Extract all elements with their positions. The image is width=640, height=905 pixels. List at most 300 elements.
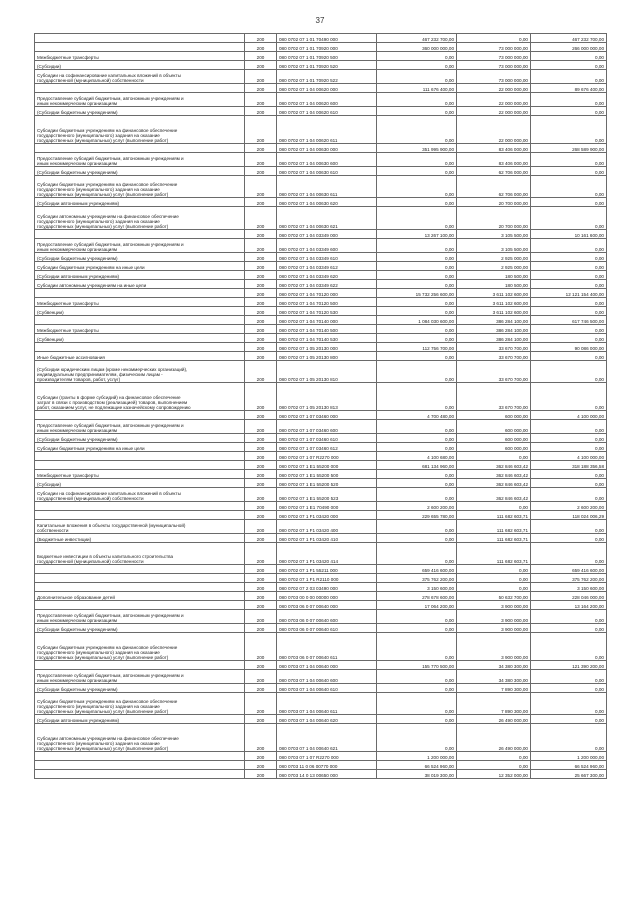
row-line-code: 200 (245, 198, 277, 207)
row-executed-amount: 111 682 603,71 (457, 520, 531, 534)
row-line-code: 200 (245, 488, 277, 502)
row-line-code: 200 (245, 153, 277, 167)
row-approved-amount: 0,00 (377, 207, 457, 230)
row-classification-code: 080 0702 07 1 04 03349 610 (277, 253, 377, 262)
row-description: Межбюджетные трансферты (35, 325, 245, 334)
row-executed-amount: 111 682 603,71 (457, 534, 531, 543)
row-description: Предоставление субсидий бюджетным, автономным учреждениям и иным некоммерческим организациям (35, 420, 245, 434)
row-executed-amount: 600 000,00 (457, 420, 531, 434)
row-classification-code: 080 0702 07 1 04 70140 530 (277, 334, 377, 343)
row-executed-amount: 73 000 000,00 (457, 70, 531, 84)
row-classification-code: 080 0703 11 0 06 00770 000 (277, 761, 377, 770)
row-description: Субсидии бюджетным учреждениям на иные цели (35, 443, 245, 452)
row-line-code: 200 (245, 452, 277, 461)
row-executed-amount: 180 500,00 (457, 271, 531, 280)
row-classification-code: 080 0703 00 0 00 00000 000 (277, 592, 377, 601)
row-unexecuted-amount: 66 524 960,00 (531, 761, 607, 770)
row-description (35, 511, 245, 520)
row-approved-amount: 155 770 500,00 (377, 661, 457, 670)
row-approved-amount: 0,00 (377, 633, 457, 661)
row-unexecuted-amount: 0,00 (531, 534, 607, 543)
row-description (35, 411, 245, 420)
row-description: (Субсидии автономным учреждениям) (35, 715, 245, 724)
row-line-code: 200 (245, 307, 277, 316)
row-classification-code: 080 0702 07 1 05 20130 813 (277, 383, 377, 411)
row-approved-amount: 278 678 600,00 (377, 592, 457, 601)
table-row (35, 488, 607, 502)
row-description: (Субсидии) (35, 479, 245, 488)
row-executed-amount: 386 284 100,00 (457, 325, 531, 334)
row-classification-code: 080 0702 07 1 04 03349 600 (277, 239, 377, 253)
row-executed-amount: 600 000,00 (457, 411, 531, 420)
budget-table-body (35, 34, 607, 779)
row-description: (Субсидии автономным учреждениям) (35, 198, 245, 207)
row-description: Иные бюджетные ассигнования (35, 352, 245, 361)
row-description (35, 752, 245, 761)
table-row (35, 316, 607, 325)
row-approved-amount: 4 700 480,00 (377, 411, 457, 420)
row-description: Предоставление субсидий бюджетным, автономным учреждениям и иным некоммерческим организациям (35, 153, 245, 167)
row-line-code: 200 (245, 262, 277, 271)
row-executed-amount: 3 105 500,00 (457, 230, 531, 239)
row-classification-code: 080 0702 07 1 F1 03420 400 (277, 520, 377, 534)
table-row (35, 325, 607, 334)
table-row (35, 34, 607, 43)
row-line-code: 200 (245, 511, 277, 520)
row-approved-amount: 3 150 600,00 (377, 583, 457, 592)
table-row (35, 752, 607, 761)
row-unexecuted-amount: 0,00 (531, 253, 607, 262)
row-classification-code: 080 0702 07 1 F1 55211 000 (277, 565, 377, 574)
row-executed-amount: 362 846 603,42 (457, 470, 531, 479)
row-executed-amount: 20 700 000,00 (457, 207, 531, 230)
row-line-code: 200 (245, 298, 277, 307)
budget-table (34, 33, 607, 779)
row-unexecuted-amount: 4 100 000,00 (531, 452, 607, 461)
table-row (35, 84, 607, 93)
row-executed-amount: 22 000 000,00 (457, 84, 531, 93)
row-unexecuted-amount: 268 589 900,00 (531, 144, 607, 153)
row-description: Дополнительное образование детей (35, 592, 245, 601)
row-line-code: 200 (245, 84, 277, 93)
row-classification-code: 080 0702 07 1 E1 55200 500 (277, 470, 377, 479)
row-unexecuted-amount: 0,00 (531, 325, 607, 334)
table-row (35, 207, 607, 230)
row-description (35, 661, 245, 670)
row-approved-amount: 0,00 (377, 624, 457, 633)
row-classification-code: 080 0702 07 1 07 03460 000 (277, 411, 377, 420)
row-unexecuted-amount: 0,00 (531, 520, 607, 534)
row-approved-amount: 0,00 (377, 307, 457, 316)
row-description: Субсидии бюджетным учреждениям на финансовое обеспечение государственного (муниципального) задания на оказание государственных (муниципальных) услуг (выполнение работ) (35, 693, 245, 715)
row-classification-code: 080 0702 07 1 04 70120 530 (277, 307, 377, 316)
row-executed-amount: 26 490 000,00 (457, 715, 531, 724)
table-row (35, 693, 607, 715)
row-executed-amount: 33 670 700,00 (457, 361, 531, 383)
row-unexecuted-amount: 0,00 (531, 116, 607, 144)
row-description (35, 601, 245, 610)
table-row (35, 176, 607, 198)
row-executed-amount: 2 925 000,00 (457, 262, 531, 271)
row-description (35, 574, 245, 583)
row-description (35, 34, 245, 43)
row-approved-amount: 360 000 000,00 (377, 43, 457, 52)
row-classification-code: 080 0702 07 1 07 03460 610 (277, 434, 377, 443)
row-classification-code: 080 0702 07 1 04 00620 600 (277, 93, 377, 107)
row-description: Предоставление субсидий бюджетным, автономным учреждениям и иным некоммерческим организациям (35, 670, 245, 684)
row-executed-amount: 3 900 000,00 (457, 624, 531, 633)
row-description: Субсидии на софинансирование капитальных вложений в объекты государственной (муниципальной) собственности (35, 70, 245, 84)
row-line-code: 200 (245, 93, 277, 107)
table-row (35, 352, 607, 361)
table-row (35, 411, 607, 420)
row-line-code: 200 (245, 34, 277, 43)
row-classification-code: 080 0702 07 1 04 03349 620 (277, 271, 377, 280)
row-line-code: 200 (245, 601, 277, 610)
row-line-code: 200 (245, 420, 277, 434)
row-classification-code: 080 0702 07 1 07 03460 612 (277, 443, 377, 452)
row-unexecuted-amount: 89 676 400,00 (531, 84, 607, 93)
row-approved-amount: 38 019 300,00 (377, 770, 457, 779)
row-line-code: 200 (245, 207, 277, 230)
row-approved-amount: 659 416 600,00 (377, 565, 457, 574)
row-description: Капитальные вложения в объекты государственной (муниципальной) собственности (35, 520, 245, 534)
row-description (35, 343, 245, 352)
row-approved-amount: 2 600 200,00 (377, 502, 457, 511)
row-unexecuted-amount: 0,00 (531, 633, 607, 661)
table-row (35, 343, 607, 352)
table-row (35, 253, 607, 262)
row-approved-amount: 0,00 (377, 153, 457, 167)
row-unexecuted-amount: 0,00 (531, 307, 607, 316)
row-unexecuted-amount: 266 000 000,00 (531, 43, 607, 52)
row-unexecuted-amount: 318 188 356,58 (531, 461, 607, 470)
row-executed-amount: 180 500,00 (457, 280, 531, 289)
row-line-code: 200 (245, 502, 277, 511)
table-row (35, 520, 607, 534)
row-approved-amount: 0,00 (377, 470, 457, 479)
row-executed-amount: 62 706 000,00 (457, 176, 531, 198)
row-unexecuted-amount: 0,00 (531, 543, 607, 565)
table-row (35, 452, 607, 461)
row-approved-amount: 17 064 200,00 (377, 601, 457, 610)
row-approved-amount: 66 524 960,00 (377, 761, 457, 770)
row-unexecuted-amount: 0,00 (531, 334, 607, 343)
row-line-code: 200 (245, 443, 277, 452)
row-unexecuted-amount: 90 086 000,00 (531, 343, 607, 352)
row-approved-amount: 0,00 (377, 239, 457, 253)
row-unexecuted-amount: 0,00 (531, 488, 607, 502)
row-executed-amount: 0,00 (457, 761, 531, 770)
row-executed-amount: 7 890 300,00 (457, 684, 531, 693)
row-description: Субсидии бюджетным учреждениям на финансовое обеспечение государственного (муниципального) задания на оказание государственных (муниципальных) услуг (выполнение работ) (35, 116, 245, 144)
row-line-code: 200 (245, 574, 277, 583)
row-line-code: 200 (245, 70, 277, 84)
row-unexecuted-amount: 0,00 (531, 684, 607, 693)
row-executed-amount: 50 632 700,00 (457, 592, 531, 601)
table-row (35, 574, 607, 583)
row-unexecuted-amount: 659 416 600,00 (531, 565, 607, 574)
row-classification-code: 080 0702 07 1 05 20130 810 (277, 361, 377, 383)
row-unexecuted-amount: 0,00 (531, 298, 607, 307)
row-description: (Субсидии автономным учреждениям) (35, 271, 245, 280)
row-unexecuted-amount: 0,00 (531, 610, 607, 624)
row-unexecuted-amount: 0,00 (531, 443, 607, 452)
row-classification-code: 080 0703 07 1 04 00640 611 (277, 693, 377, 715)
row-line-code: 200 (245, 43, 277, 52)
row-approved-amount: 4 100 680,00 (377, 452, 457, 461)
row-description (35, 316, 245, 325)
table-row (35, 479, 607, 488)
row-unexecuted-amount: 2 600 200,00 (531, 502, 607, 511)
table-row (35, 230, 607, 239)
row-classification-code: 080 0703 14 0 13 00650 000 (277, 770, 377, 779)
row-line-code: 200 (245, 520, 277, 534)
row-unexecuted-amount: 0,00 (531, 239, 607, 253)
row-executed-amount: 83 406 000,00 (457, 144, 531, 153)
row-classification-code: 080 0702 07 1 04 70120 500 (277, 298, 377, 307)
row-description: Предоставление субсидий бюджетным, автономным учреждениям и иным некоммерческим организациям (35, 239, 245, 253)
table-row (35, 583, 607, 592)
row-unexecuted-amount: 375 762 200,00 (531, 574, 607, 583)
row-line-code: 200 (245, 176, 277, 198)
row-line-code: 200 (245, 624, 277, 633)
table-row (35, 443, 607, 452)
row-executed-amount: 26 490 000,00 (457, 724, 531, 752)
row-line-code: 200 (245, 534, 277, 543)
row-executed-amount: 362 846 603,42 (457, 479, 531, 488)
row-description (35, 43, 245, 52)
row-line-code: 200 (245, 116, 277, 144)
row-line-code: 200 (245, 461, 277, 470)
row-description (35, 289, 245, 298)
row-classification-code: 080 0702 07 1 04 03349 000 (277, 230, 377, 239)
row-approved-amount: 0,00 (377, 434, 457, 443)
row-unexecuted-amount: 0,00 (531, 52, 607, 61)
row-line-code: 200 (245, 633, 277, 661)
row-description: Субсидии бюджетным учреждениям на финансовое обеспечение государственного (муниципального) задания на оказание государственных (муниципальных) услуг (выполнение работ) (35, 176, 245, 198)
table-row (35, 271, 607, 280)
row-description (35, 144, 245, 153)
row-description: Субсидии бюджетным учреждениям на иные цели (35, 262, 245, 271)
row-executed-amount: 12 352 000,00 (457, 770, 531, 779)
row-line-code: 200 (245, 361, 277, 383)
row-approved-amount: 112 756 700,00 (377, 343, 457, 352)
row-line-code: 200 (245, 583, 277, 592)
row-unexecuted-amount: 13 164 200,00 (531, 601, 607, 610)
row-line-code: 200 (245, 334, 277, 343)
row-unexecuted-amount: 10 161 600,00 (531, 230, 607, 239)
row-line-code: 200 (245, 724, 277, 752)
row-approved-amount: 0,00 (377, 167, 457, 176)
row-approved-amount: 0,00 (377, 325, 457, 334)
row-description: (Субсидии юридическим лицам (кроме некоммерческих организаций), индивидуальным предпринимателям, физическим лицам - производителям товаров, работ, услуг) (35, 361, 245, 383)
row-executed-amount: 73 000 000,00 (457, 61, 531, 70)
row-classification-code: 080 0702 07 1 05 20130 000 (277, 343, 377, 352)
table-row (35, 262, 607, 271)
row-classification-code: 080 0702 07 1 04 00620 000 (277, 84, 377, 93)
row-classification-code: 080 0702 07 1 04 00620 610 (277, 107, 377, 116)
table-row (35, 724, 607, 752)
row-line-code: 200 (245, 670, 277, 684)
row-executed-amount: 3 105 500,00 (457, 239, 531, 253)
row-description (35, 565, 245, 574)
row-line-code: 200 (245, 239, 277, 253)
row-classification-code: 080 0703 07 1 04 00640 600 (277, 670, 377, 684)
row-unexecuted-amount: 0,00 (531, 280, 607, 289)
row-approved-amount: 0,00 (377, 383, 457, 411)
row-approved-amount: 0,00 (377, 334, 457, 343)
row-approved-amount: 0,00 (377, 61, 457, 70)
table-row (35, 565, 607, 574)
table-row (35, 684, 607, 693)
row-line-code: 200 (245, 752, 277, 761)
row-classification-code: 080 0702 07 1 F1 03420 000 (277, 511, 377, 520)
row-unexecuted-amount: 0,00 (531, 198, 607, 207)
row-classification-code: 080 0702 07 1 04 03349 612 (277, 262, 377, 271)
row-classification-code: 080 0702 07 1 04 70140 000 (277, 316, 377, 325)
row-line-code: 200 (245, 383, 277, 411)
row-classification-code: 080 0703 07 1 04 00640 610 (277, 684, 377, 693)
row-classification-code: 080 0702 07 1 01 70920 522 (277, 70, 377, 84)
table-row (35, 534, 607, 543)
row-approved-amount: 0,00 (377, 116, 457, 144)
row-unexecuted-amount: 12 121 154 400,00 (531, 289, 607, 298)
row-line-code: 200 (245, 661, 277, 670)
table-row (35, 61, 607, 70)
table-row (35, 334, 607, 343)
row-line-code: 200 (245, 610, 277, 624)
table-row (35, 307, 607, 316)
row-classification-code: 080 0702 07 1 F1 03420 410 (277, 534, 377, 543)
row-description: Предоставление субсидий бюджетным, автономным учреждениям и иным некоммерческим организациям (35, 93, 245, 107)
table-row (35, 280, 607, 289)
row-approved-amount: 0,00 (377, 70, 457, 84)
row-line-code: 200 (245, 167, 277, 176)
row-classification-code: 080 0702 07 1 01 70920 000 (277, 43, 377, 52)
row-line-code: 200 (245, 230, 277, 239)
row-approved-amount: 0,00 (377, 488, 457, 502)
row-description: Субсидии на софинансирование капитальных вложений в объекты государственной (муниципальной) собственности (35, 488, 245, 502)
row-executed-amount: 73 000 000,00 (457, 52, 531, 61)
row-executed-amount: 362 846 603,42 (457, 488, 531, 502)
table-row (35, 361, 607, 383)
table-row (35, 298, 607, 307)
row-unexecuted-amount: 0,00 (531, 383, 607, 411)
row-approved-amount: 351 995 900,00 (377, 144, 457, 153)
row-unexecuted-amount: 0,00 (531, 93, 607, 107)
row-description: (Субсидии бюджетным учреждениям) (35, 624, 245, 633)
row-line-code: 200 (245, 411, 277, 420)
row-executed-amount: 73 000 000,00 (457, 43, 531, 52)
row-line-code: 200 (245, 352, 277, 361)
table-row (35, 434, 607, 443)
row-approved-amount: 0,00 (377, 684, 457, 693)
table-row (35, 715, 607, 724)
row-unexecuted-amount: 0,00 (531, 271, 607, 280)
row-line-code: 200 (245, 343, 277, 352)
row-line-code: 200 (245, 280, 277, 289)
row-executed-amount: 362 846 603,42 (457, 461, 531, 470)
row-classification-code: 080 0702 07 1 E1 55200 000 (277, 461, 377, 470)
row-description: Субсидии бюджетным учреждениям на финансовое обеспечение государственного (муниципального) задания на оказание государственных (муниципальных) услуг (выполнение работ) (35, 633, 245, 661)
table-row (35, 761, 607, 770)
table-row (35, 661, 607, 670)
table-row (35, 116, 607, 144)
row-unexecuted-amount: 0,00 (531, 176, 607, 198)
row-description: Субсидии автономным учреждениям на финансовое обеспечение государственного (муниципального) задания на оказание государственных (муниципальных) услуг (выполнение работ) (35, 724, 245, 752)
row-executed-amount: 0,00 (457, 34, 531, 43)
row-classification-code: 080 0702 07 1 01 70920 500 (277, 52, 377, 61)
row-unexecuted-amount: 0,00 (531, 670, 607, 684)
row-executed-amount: 2 925 000,00 (457, 253, 531, 262)
row-description: Субсидии автономным учреждениям на иные цели (35, 280, 245, 289)
row-approved-amount: 0,00 (377, 715, 457, 724)
row-classification-code: 080 0702 07 1 01 70920 520 (277, 61, 377, 70)
row-approved-amount: 0,00 (377, 479, 457, 488)
row-description: Субсидии автономным учреждениям на финансовое обеспечение государственного (муниципального) задания на оказание государственных (муниципальных) услуг (выполнение работ) (35, 207, 245, 230)
row-unexecuted-amount: 0,00 (531, 153, 607, 167)
row-executed-amount: 33 670 700,00 (457, 343, 531, 352)
row-line-code: 200 (245, 684, 277, 693)
row-line-code: 200 (245, 693, 277, 715)
row-line-code: 200 (245, 761, 277, 770)
row-classification-code: 080 0702 07 1 04 00630 620 (277, 198, 377, 207)
row-line-code: 200 (245, 715, 277, 724)
row-approved-amount: 467 232 700,00 (377, 34, 457, 43)
row-line-code: 200 (245, 271, 277, 280)
row-executed-amount: 3 611 102 600,00 (457, 307, 531, 316)
row-approved-amount: 0,00 (377, 198, 457, 207)
row-approved-amount: 375 762 200,00 (377, 574, 457, 583)
row-line-code: 200 (245, 565, 277, 574)
table-row (35, 153, 607, 167)
row-description: (Субвенции) (35, 307, 245, 316)
row-approved-amount: 0,00 (377, 280, 457, 289)
row-description (35, 583, 245, 592)
row-unexecuted-amount: 0,00 (531, 167, 607, 176)
table-row (35, 461, 607, 470)
row-unexecuted-amount: 0,00 (531, 693, 607, 715)
row-approved-amount: 0,00 (377, 610, 457, 624)
row-line-code: 200 (245, 253, 277, 262)
row-approved-amount: 0,00 (377, 543, 457, 565)
row-executed-amount: 0,00 (457, 583, 531, 592)
row-executed-amount: 3 900 000,00 (457, 633, 531, 661)
row-classification-code: 080 0703 06 0 07 00640 600 (277, 610, 377, 624)
row-line-code: 200 (245, 479, 277, 488)
row-line-code: 200 (245, 61, 277, 70)
row-line-code: 200 (245, 52, 277, 61)
table-row (35, 610, 607, 624)
row-approved-amount: 0,00 (377, 253, 457, 262)
row-executed-amount: 386 284 100,00 (457, 316, 531, 325)
row-approved-amount: 1 200 000,00 (377, 752, 457, 761)
row-executed-amount: 0,00 (457, 574, 531, 583)
row-unexecuted-amount: 617 746 500,00 (531, 316, 607, 325)
table-row (35, 592, 607, 601)
row-classification-code: 080 0703 06 0 07 00640 611 (277, 633, 377, 661)
row-description: (Субсидии бюджетным учреждениям) (35, 167, 245, 176)
row-description: (Субсидии) (35, 61, 245, 70)
row-unexecuted-amount: 0,00 (531, 70, 607, 84)
row-approved-amount: 0,00 (377, 724, 457, 752)
row-executed-amount: 33 670 700,00 (457, 383, 531, 411)
row-unexecuted-amount: 0,00 (531, 479, 607, 488)
row-unexecuted-amount: 0,00 (531, 624, 607, 633)
row-description: (Субвенции) (35, 334, 245, 343)
row-unexecuted-amount: 0,00 (531, 361, 607, 383)
